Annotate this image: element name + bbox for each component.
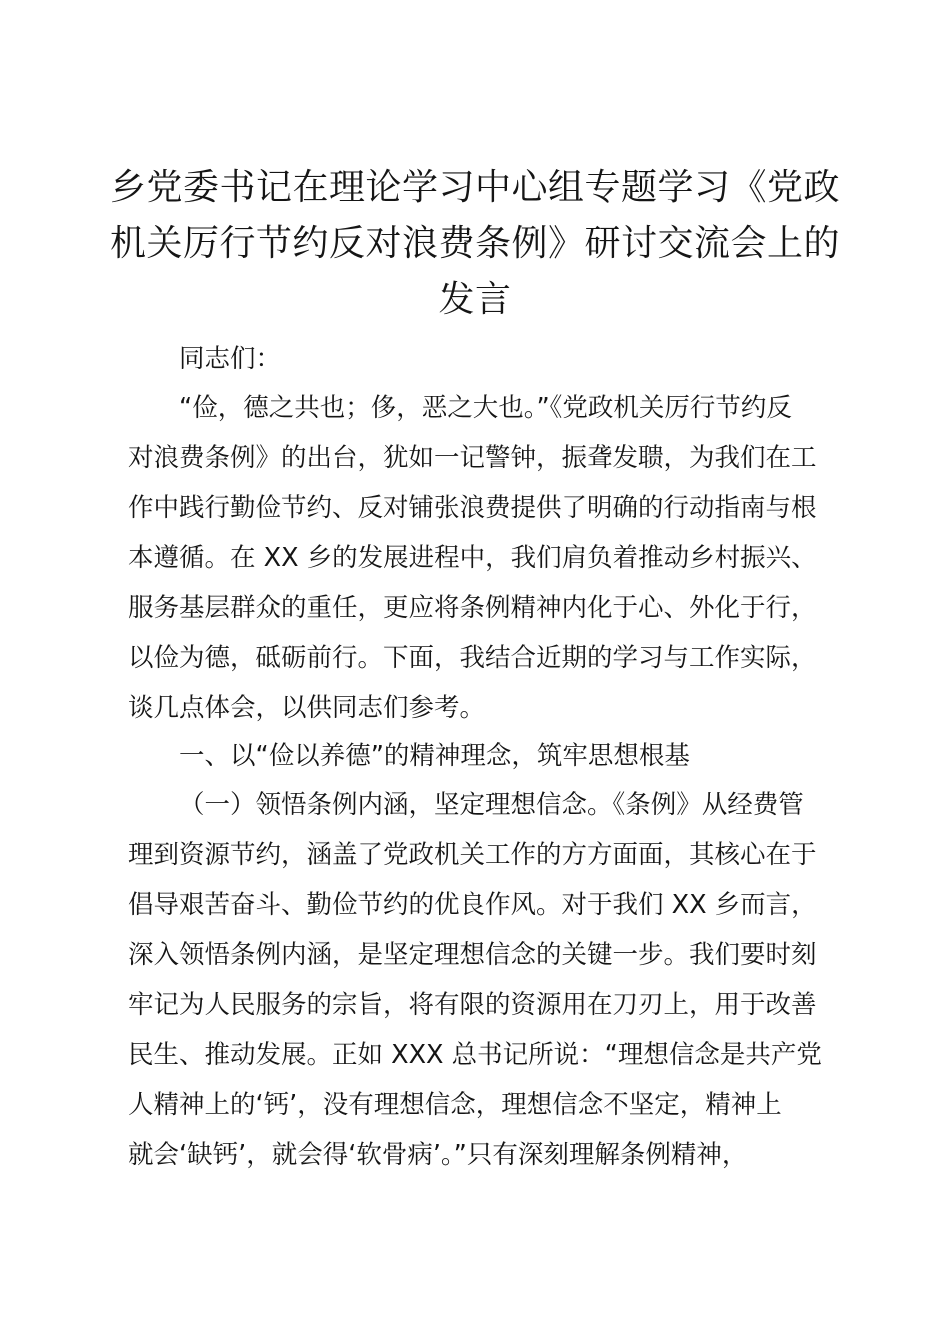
title-line: 机关厉行节约反对浪费条例》研讨交流会上的	[110, 223, 841, 264]
paragraph-line: 民生、推动发展。正如 XXX 总书记所说：“理想信念是共产党	[128, 1040, 822, 1070]
paragraph-line: “俭，德之共也；侈，恶之大也。”《党政机关厉行节约反	[179, 393, 792, 423]
paragraph-line: 服务基层群众的重任，更应将条例精神内化于心、外化于行，	[128, 593, 817, 623]
paragraph-line: 本遵循。在 XX 乡的发展进程中，我们肩负着推动乡村振兴、	[128, 543, 817, 573]
paragraph-line: 倡导艰苦奋斗、勤俭节约的优良作风。对于我们 XX 乡而言，	[128, 890, 817, 920]
paragraph-line: 谈几点体会，以供同志们参考。	[128, 693, 486, 723]
paragraph-line: 人精神上的‘钙’，没有理想信念，理想信念不坚定，精神上	[128, 1090, 782, 1120]
greeting-block	[128, 334, 833, 384]
paragraph-line: （一）领悟条例内涵，坚定理想信念。《条例》从经费管	[179, 790, 804, 820]
title-line: 发言	[438, 279, 512, 320]
paragraph-line: 牢记为人民服务的宗旨，将有限的资源用在刀刃上，用于改善	[128, 990, 817, 1020]
paragraph-line: 就会‘缺钙’，就会得‘软骨病’。”只有深刻理解条例精神，	[128, 1140, 748, 1170]
paragraph-intro	[128, 383, 833, 733]
section-heading-block	[128, 731, 833, 781]
greeting: 同志们：	[179, 344, 282, 374]
paragraph-line: 理到资源节约，涵盖了党政机关工作的方方面面，其核心在于	[128, 840, 817, 870]
paragraph-line: 作中践行勤俭节约、反对铺张浪费提供了明确的行动指南与根	[128, 493, 817, 523]
paragraph-line: 以俭为德，砥砺前行。下面，我结合近期的学习与工作实际，	[128, 643, 817, 673]
title-line: 乡党委书记在理论学习中心组专题学习《党政	[110, 167, 841, 208]
paragraph-line: 对浪费条例》的出台，犹如一记警钟，振聋发聩，为我们在工	[128, 443, 817, 473]
paragraph-section-1-1	[128, 780, 833, 1180]
section-heading: 一、以“俭以养德”的精神理念，筑牢思想根基	[179, 741, 690, 771]
document-title	[110, 160, 840, 328]
paragraph-line: 深入领悟条例内涵，是坚定理想信念的关键一步。我们要时刻	[128, 940, 817, 970]
